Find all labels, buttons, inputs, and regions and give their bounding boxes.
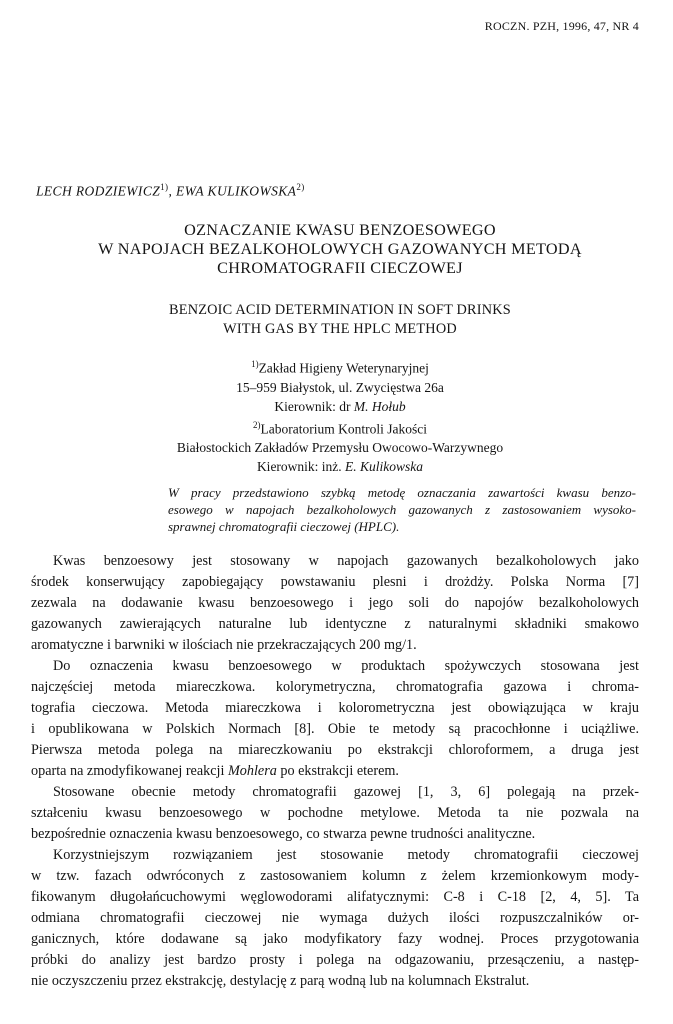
text-line: bezpośrednie oznaczenia kwasu benzoesowego, co stwarza pewne trudności analityczne. — [31, 826, 536, 842]
text-line: ganicznych, które dodawane są jako modyfikatory fazy wodnej. Proces przygotowania — [31, 931, 639, 947]
text-line: fikowanym długołańcuchowymi węglowodorami alifatycznymi: C-8 i C-18 [2, 4, 5]. Ta — [31, 889, 639, 905]
title-polish-line: CHROMATOGRAFII CIECZOWEJ — [217, 259, 463, 277]
text-line: nie oczyszczeniu przez ekstrakcję, destylację z parą wodną lub na kolumnach Ekstralut. — [31, 973, 530, 989]
text-line: tografia cieczowa. Metoda miareczkowa i kolorometryczna jest obowiązująca w kraju — [31, 700, 639, 716]
text-line: Do oznaczenia kwasu benzoesowego w produktach spożywczych stosowana jest — [53, 658, 639, 674]
author-line — [36, 182, 305, 200]
text-line: środek konserwujący zapobiegający powstawaniu plesni i drożdży. Polska Norma [7] — [31, 574, 639, 590]
abstract-line: sprawnej chromatografii cieczowej (HPLC). — [168, 519, 400, 534]
text-line: Stosowane obecnie metody chromatografii gazowej [1, 3, 6] polegają na przek- — [53, 784, 639, 800]
text-line: aromatyczne i barwniki w ilościach nie przekraczających 200 mg/1. — [31, 637, 417, 653]
affiliation-1-address: 15–959 Białystok, ul. Zwycięstwa 26a — [236, 379, 444, 395]
text-line: w tzw. fazach odwróconych z zastosowaniem kolumn z żelem krzemionkowym mody- — [31, 868, 639, 884]
affiliation-1-dept: $^{1)}$Zakład Higieny Weterynaryjnej — [251, 359, 429, 376]
text-line: odmiana chromatografii cieczowej nie wymaga dużych ilości rozpuszczalników or- — [31, 910, 639, 926]
title-english — [40, 301, 640, 339]
paragraph-1 — [31, 551, 639, 656]
paragraph-3 — [31, 782, 639, 845]
affiliation-2-mark: 2) — [253, 419, 261, 430]
text-line: zezwala na dodawanie kwasu benzoesowego i jego soli do napojów bezalkoholowych — [31, 595, 639, 611]
text-line: ształceniu kwasu benzoesowego w pochodne metylowe. Metoda ta nie pozwala na — [31, 805, 639, 821]
title-english-line: WITH GAS BY THE HPLC METHOD — [223, 321, 457, 337]
journal-reference: ROCZN. PZH, 1996, 47, NR 4 — [484, 19, 639, 33]
abstract-line: W pracy przedstawiono szybką metodę oznaczania zawartości kwasu benzo- — [168, 485, 636, 500]
affiliation-2-dept: $^{2)}$Laboratorium Kontroli Jakości — [253, 419, 427, 436]
affiliations — [40, 355, 640, 476]
affiliation-1-head: Kierownik: dr M. Hołub — [274, 398, 406, 414]
text-line: próbki do analizy jest bardzo prosty i polega na odgazowaniu, przesączeniu, a następ- — [31, 952, 639, 968]
author-1: LECH RODZIEWICZ — [36, 183, 161, 199]
mohler-reaction-name: Mohlera — [227, 763, 277, 779]
abstract-line: esowego w napojach bezalkoholowych gazowanych z zastosowaniem wysoko- — [168, 502, 636, 517]
paragraph-4 — [31, 845, 639, 992]
title-polish — [40, 221, 640, 278]
affiliation-2-org: Białostockich Zakładów Przemysłu Owocowo-Warzywnego — [176, 440, 504, 455]
title-polish-line: W NAPOJACH BEZALKOHOLOWYCH GAZOWANYCH METODĄ — [98, 240, 582, 258]
text-line: Korzystniejszym rozwiązaniem jest stosowanie metody chromatografii cieczowej — [53, 847, 639, 863]
author-2: EWA KULIKOWSKA — [176, 183, 297, 199]
text-line: oparta na zmodyfikowanej reakcji Mohlera po ekstrakcji eterem. — [31, 763, 399, 779]
affiliation-1-mark: 1) — [251, 359, 259, 369]
title-english-line: BENZOIC ACID DETERMINATION IN SOFT DRINKS — [169, 302, 511, 318]
abstract — [168, 484, 636, 535]
author-separator: , — [168, 183, 177, 199]
paragraph-2 — [31, 656, 639, 782]
text-line: najczęściej metoda miareczkowa. kolorymetryczna, chromatografia gazowa i chroma- — [31, 679, 639, 695]
title-polish-line: OZNACZANIE KWASU BENZOESOWEGO — [184, 221, 496, 239]
text-line: Kwas benzoesowy jest stosowany w napojach gazowanych bezalkoholowych jako — [53, 553, 639, 569]
text-line: Pierwsza metoda polega na miareczkowaniu po ekstrakcji chloroformem, a druga jest — [31, 742, 639, 758]
author-2-affiliation-mark: 2) — [296, 182, 305, 192]
affiliation-2-head: Kierownik: inż. E. Kulikowska — [256, 459, 424, 474]
body-text — [31, 551, 639, 992]
text-line: gazowanych zawierających naturalne lub identyczne z naturalnymi składniki smakowo — [31, 616, 639, 632]
author-1-affiliation-mark: 1) — [160, 182, 169, 192]
text-line: i opublikowana w Polskich Normach [8]. Obie te metody są pracochłonne i uciążliwe. — [31, 721, 639, 737]
